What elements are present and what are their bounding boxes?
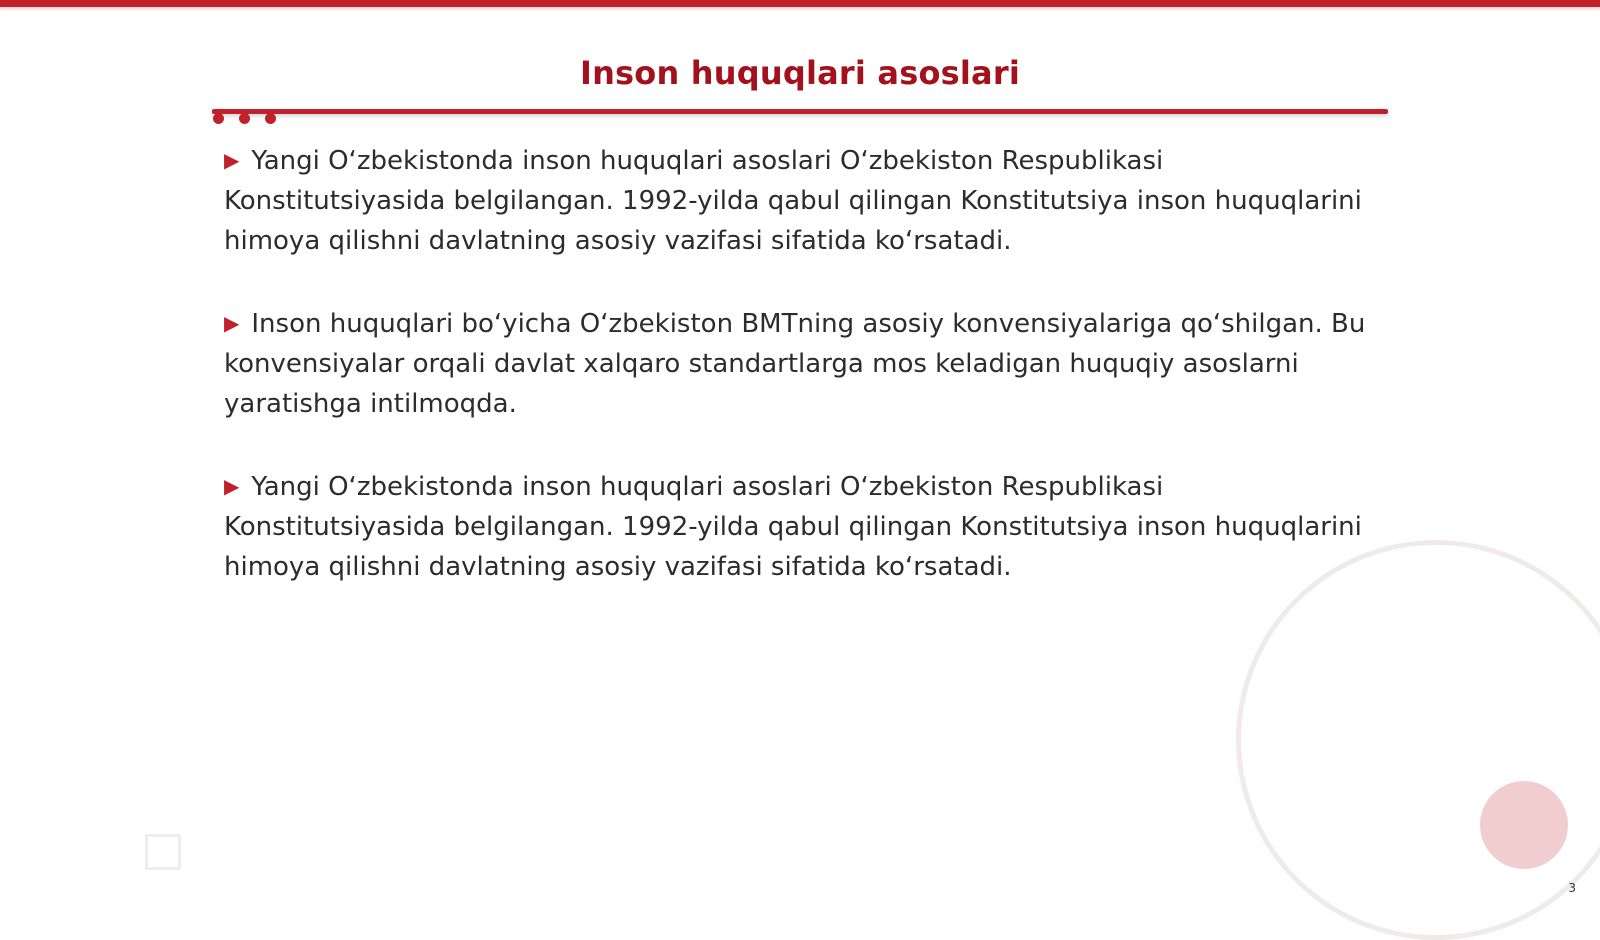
- bullet-text-2: Inson huquqlari bo‘yicha O‘zbekiston BMTning asosiy konvensiyalariga qo‘shilgan. Bu konvensiyalar orqali davlat xalqaro standartlarga mos keladigan huquqiy asoslarni yaratishga intilmoqda.: [224, 309, 1366, 419]
- decorative-dot-1: [213, 113, 224, 124]
- decorative-dot-2: [239, 113, 250, 124]
- top-accent-bar: [0, 0, 1600, 7]
- bullet-arrow-icon: ▶: [224, 148, 240, 172]
- decorative-square: [145, 834, 181, 870]
- decorative-dot-3: [265, 113, 276, 124]
- bullet-text-3: Yangi O‘zbekistonda inson huquqlari asoslari O‘zbekiston Respublikasi Konstitutsiyasida belgilangan. 1992-yilda qabul qilingan Konstitutsiya inson huquqlarini himoya qilishni davlatning asosiy vazifasi sifatida ko‘rsatadi.: [224, 472, 1362, 582]
- bullet-item-3: [224, 466, 1384, 587]
- bullet-item-1: [224, 140, 1384, 261]
- title-underline: [212, 109, 1388, 114]
- bullet-list: [224, 140, 1384, 629]
- bullet-text-1: Yangi O‘zbekistonda inson huquqlari asoslari O‘zbekiston Respublikasi Konstitutsiyasida belgilangan. 1992-yilda qabul qilingan Konstitutsiya inson huquqlarini himoya qilishni davlatning asosiy vazifasi sifatida ko‘rsatadi.: [224, 146, 1362, 256]
- bullet-item-2: [224, 303, 1384, 424]
- bullet-arrow-icon: ▶: [224, 474, 240, 498]
- decorative-circle: [1480, 781, 1568, 869]
- slide-title: Inson huquqlari asoslari: [579, 54, 1021, 92]
- page-number: 3: [1568, 881, 1576, 895]
- bullet-arrow-icon: ▶: [224, 311, 240, 335]
